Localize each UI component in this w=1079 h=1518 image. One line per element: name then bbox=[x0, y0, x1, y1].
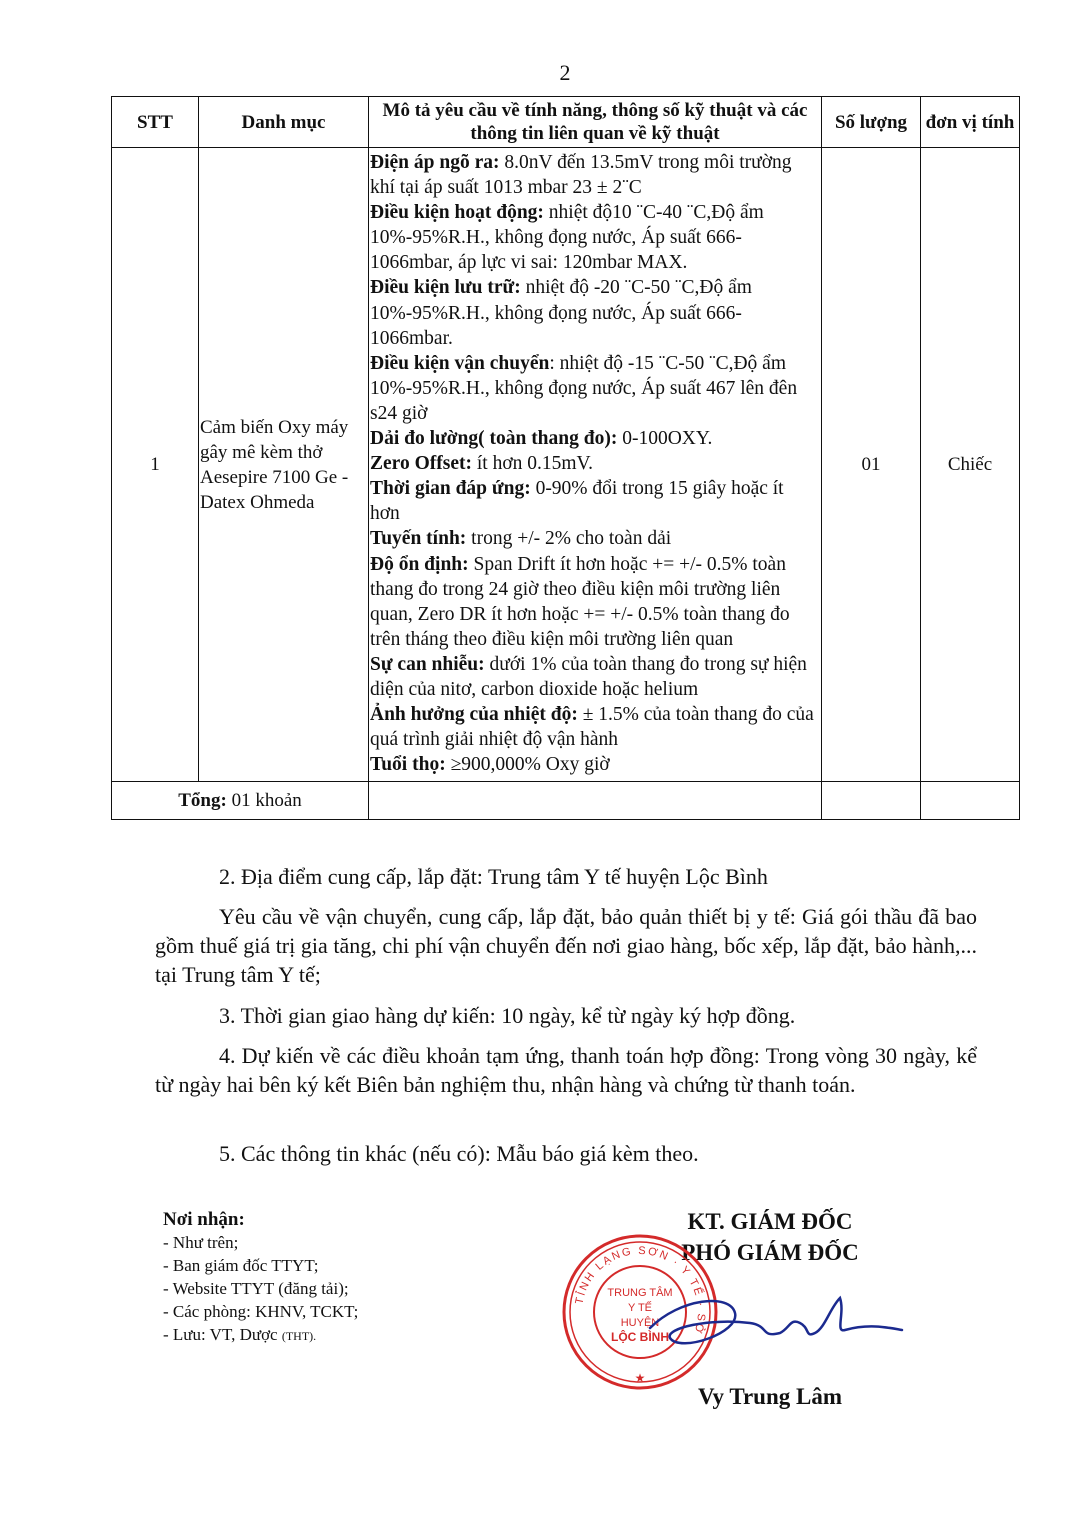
header-quantity: Số lượng bbox=[822, 97, 921, 148]
recipient-item: - Như trên; bbox=[163, 1233, 239, 1252]
stamp-line: HUYỆN bbox=[620, 1317, 660, 1329]
header-stt: STT bbox=[112, 97, 199, 148]
recipient-item: - Các phòng: KHNV, TCKT; bbox=[163, 1302, 359, 1321]
spec-line: Độ ổn định: Span Drift ít hơn hoặc += +/- 0.5% toàn thang đo trong 24 giờ theo điều kiện môi trường liên quan, Zero DR ít hơn hoặc += +/- 0.5% toàn thang đo trên tháng theo điều kiện môi trường liên quan bbox=[370, 553, 790, 650]
recipient-item: - Website TTYT (đăng tải); bbox=[163, 1279, 349, 1298]
spec-line: Tuyến tính: trong +/- 2% cho toàn dải bbox=[370, 528, 672, 550]
recipient-item: - Ban giám đốc TTYT; bbox=[163, 1256, 319, 1275]
recipient-item: - Lưu: VT, Dược (THT). bbox=[163, 1325, 317, 1344]
recipients-title: Nơi nhận: bbox=[163, 1209, 245, 1230]
row-stt: 1 bbox=[112, 148, 199, 782]
svg-text:★: ★ bbox=[634, 1371, 646, 1385]
stamp-line: Y TẾ bbox=[627, 1302, 653, 1314]
recipients-block bbox=[163, 1208, 358, 1348]
stamp-ring-text: TỈNH LẠNG SƠN · Y TẾ · SỞ bbox=[573, 1244, 708, 1337]
spec-line: Sự can nhiễu: dưới 1% của toàn thang đo trong sự hiện diện của nitơ, carbon dioxide hoặc helium bbox=[370, 653, 807, 700]
signature-title-line2: PHÓ GIÁM ĐỐC bbox=[681, 1240, 859, 1265]
total-value: 01 khoản bbox=[226, 789, 302, 811]
signer-name: Vy Trung Lâm bbox=[697, 1384, 842, 1409]
header-unit: đơn vị tính bbox=[921, 97, 1020, 148]
handwritten-signature bbox=[640, 1278, 910, 1368]
row-description bbox=[369, 148, 822, 782]
total-cell bbox=[112, 782, 369, 820]
spec-line: Dải đo lường( toàn thang đo): 0-100OXY. bbox=[370, 428, 713, 450]
stamp-line: TRUNG TÂM bbox=[607, 1287, 673, 1299]
paragraph-payment: 4. Dự kiến về các điều khoản tạm ứng, thanh toán hợp đồng: Trong vòng 30 ngày, kể từ ngày hai bên ký kết Biên bản nghiệm thu, nhận hàng và chứng từ thanh toán. bbox=[155, 1043, 977, 1097]
paragraph-requirements: Yêu cầu về vận chuyển, cung cấp, lắp đặt, bảo quản thiết bị y tế: Giá gói thầu đã bao gồm thuế giá trị gia tăng, chi phí vận chuyển đến nơi giao hàng, bốc xếp, lắp đặt, bảo hành,... tại Trung tâm Y tế; bbox=[155, 904, 977, 987]
spec-line: Thời gian đáp ứng: 0-90% đổi trong 15 giây hoặc ít hơn bbox=[370, 478, 784, 525]
total-label: Tổng: bbox=[178, 789, 227, 811]
header-description: Mô tả yêu cầu về tính năng, thông số kỹ thuật và các thông tin liên quan về kỹ thuật bbox=[369, 97, 822, 148]
row-category: Cảm biến Oxy máy gây mê kèm thở Aesepire 7100 Ge - Datex Ohmeda bbox=[199, 148, 369, 782]
spec-line: Điều kiện hoạt động: nhiệt độ10 ¨C-40 ¨C,Độ ẩm 10%-95%R.H., không đọng nước, Áp suất 666-1066mbar, áp lực vi sai: 120mbar MAX. bbox=[370, 202, 764, 274]
signature-title-line1: KT. GIÁM ĐỐC bbox=[687, 1209, 853, 1234]
page-number: 2 bbox=[559, 60, 571, 85]
row-quantity: 01 bbox=[822, 148, 921, 782]
spec-line: Zero Offset: ít hơn 0.15mV. bbox=[370, 453, 593, 475]
spec-line: Điện áp ngõ ra: 8.0nV đến 13.5mV trong môi trường khí tại áp suất 1013 mbar 23 ± 2¨C bbox=[370, 152, 792, 199]
total-row bbox=[112, 782, 1020, 820]
spec-line: Điều kiện vận chuyển: nhiệt độ -15 ¨C-50 ¨C,Độ ẩm 10%-95%R.H., không đọng nước, Áp suất 467 lên đên s24 giờ bbox=[370, 352, 798, 424]
spec-line: Ảnh hưởng của nhiệt độ: ± 1.5% của toàn thang đo của quá trình giải nhiệt độ vận hành bbox=[370, 704, 814, 751]
specification-table bbox=[111, 96, 1020, 820]
paragraph-other-info: 5. Các thông tin khác (nếu có): Mẫu báo giá kèm theo. bbox=[219, 1141, 699, 1166]
paragraph-location: 2. Địa điểm cung cấp, lắp đặt: Trung tâm Y tế huyện Lộc Bình bbox=[219, 864, 768, 889]
table-header-row bbox=[112, 97, 1020, 148]
stamp-line: LỘC BÌNH bbox=[611, 1330, 669, 1344]
table-row bbox=[112, 148, 1020, 782]
spec-line: Tuổi thọ: ≥900,000% Oxy giờ bbox=[370, 754, 610, 776]
paragraph-delivery-time: 3. Thời gian giao hàng dự kiến: 10 ngày, kể từ ngày ký hợp đồng. bbox=[219, 1003, 796, 1028]
spec-line: Điều kiện lưu trữ: nhiệt độ -20 ¨C-50 ¨C,Độ ẩm 10%-95%R.H., không đọng nước, Áp suất 666-1066mbar. bbox=[370, 277, 752, 349]
header-category: Danh mục bbox=[199, 97, 369, 148]
row-unit: Chiếc bbox=[921, 148, 1020, 782]
